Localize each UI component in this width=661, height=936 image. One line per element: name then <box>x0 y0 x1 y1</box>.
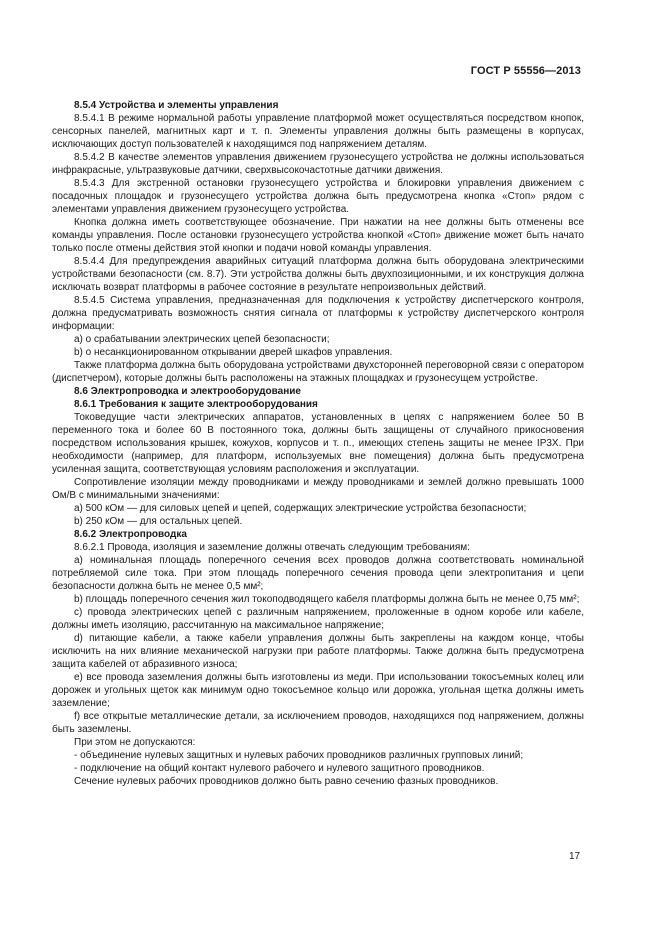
paragraph: - объединение нулевых защитных и нулевых рабочих проводников различных групповых линий; <box>74 750 524 761</box>
paragraph: Также платформа должна быть оборудована устройствами двухсторонней переговорной связи с оператором (диспетчером), которые должны быть расположены на этажных площадках и грузонесущем устройстве. <box>52 360 584 384</box>
document-code: ГОСТ Р 55556—2013 <box>470 65 581 77</box>
page-number: 17 <box>569 851 581 862</box>
paragraph: Кнопка должна иметь соответствующее обозначение. При нажатии на нее должны быть отменены все команды управления. После остановки грузонесущего устройства кнопкой «Стоп» движение может быть начато только после отмены действия этой кнопки и подачи новой команды управления. <box>52 217 584 254</box>
list-item: a) о срабатывании электрических цепей безопасности; <box>74 334 330 345</box>
paragraph: c) провода электрических цепей с различным напряжением, проложенные в одном коробе или кабеле, должны иметь изоляцию, рассчитанную на максимальное напряжение; <box>52 607 584 631</box>
list-item: b) о несанкционированном открывании дверей шкафов управления. <box>74 347 393 358</box>
paragraph: При этом не допускаются: <box>74 737 196 748</box>
paragraph: 8.5.4.4 Для предупреждения аварийных ситуаций платформа должна быть оборудована электрическими устройствами безопасности (см. 8.7). Эти устройства должны быть двухпозиционными, и их конструкция должна исключать возврат платформы в рабочее состояние в результате непроизвольных действий. <box>52 256 584 293</box>
paragraph: b) площадь поперечного сечения жил токоподводящего кабеля платформы должна быть не менее 0,75 мм²; <box>74 594 580 605</box>
paragraph: 8.5.4.5 Система управления, предназначенная для подключения к устройству диспетчерского контроля, должна предусматривать возможность снятия сигнала от платформы к устройству диспетчерского контроля информации: <box>52 295 584 332</box>
list-item: a) 500 кОм — для силовых цепей и цепей, содержащих электрические устройства безопасности; <box>74 503 527 514</box>
paragraph: 8.5.4.2 В качестве элементов управления движением грузонесущего устройства не должны использоваться инфракрасные, ультразвуковые датчики, сверхвысокочастотные датчики движения. <box>52 152 584 176</box>
paragraph: f) все открытые металлические детали, за исключением проводов, находящихся под напряжением, должны быть заземлены. <box>52 711 584 735</box>
section-heading: 8.6.2 Электропроводка <box>74 529 187 540</box>
paragraph: Сопротивление изоляции между проводниками и между проводниками и землей должно превышать 1000 Ом/В с минимальными значениями: <box>52 477 584 501</box>
list-item: b) 250 кОм — для остальных цепей. <box>74 516 243 527</box>
section-heading: 8.6.1 Требования к защите электрооборудования <box>74 399 318 410</box>
paragraph: 8.5.4.1 В режиме нормальной работы управление платформой может осуществляться посредством кнопок, сенсорных панелей, магнитных карт и т. п. Элементы управления должны быть размещены в корпусах, исключающих доступ пользователей к находящимся под напряжением деталям. <box>52 113 584 150</box>
paragraph: 8.6.2.1 Провода, изоляция и заземление должны отвечать следующим требованиям: <box>74 542 470 553</box>
section-heading: 8.5.4 Устройства и элементы управления <box>74 100 279 111</box>
paragraph: 8.5.4.3 Для экстренной остановки грузонесущего устройства и блокировки управления движением с посадочных площадок и грузонесущего устройства должна быть предусмотрена кнопка «Стоп» рядом с элементами управления движением грузонесущего устройства. <box>52 178 584 215</box>
paragraph: Токоведущие части электрических аппаратов, установленных в цепях с напряжением более 50 В переменного тока и более 60 В постоянного тока, должны быть защищены от случайного прикосновения посредством использования крышек, кожухов, корпусов и т. п., имеющих степень защиты не менее IP3X. При необходимости (например, для платформ, используемых вне помещения) должна быть предусмотрена усиленная защита, соответствующая условиям расположения и эксплуатации. <box>52 412 584 475</box>
paragraph: e) все провода заземления должны быть изготовлены из меди. При использовании токосъемных колец или дорожек и угольных щеток как минимум одно токосъемное кольцо или дорожка, угольная щетка должны иметь заземление; <box>52 672 584 709</box>
paragraph: a) номинальная площадь поперечного сечения всех проводов должна соответствовать номинальной потребляемой силе тока. При этом площадь поперечного сечения провода цепи электропитания и цепи безопасности должна быть не менее 0,5 мм²; <box>52 555 584 592</box>
document-body <box>52 99 584 788</box>
section-heading: 8.6 Электропроводка и электрооборудование <box>74 386 301 397</box>
paragraph: d) питающие кабели, а также кабели управления должны быть закреплены на каждом конце, чтобы исключить на них влияние механической нагрузки при работе платформы. Также должна быть предусмотрена защита кабелей от абразивного износа; <box>52 633 584 670</box>
paragraph: Сечение нулевых рабочих проводников должно быть равно сечению фазных проводников. <box>74 776 499 787</box>
paragraph: - подключение на общий контакт нулевого рабочего и нулевого защитного проводников. <box>74 763 485 774</box>
